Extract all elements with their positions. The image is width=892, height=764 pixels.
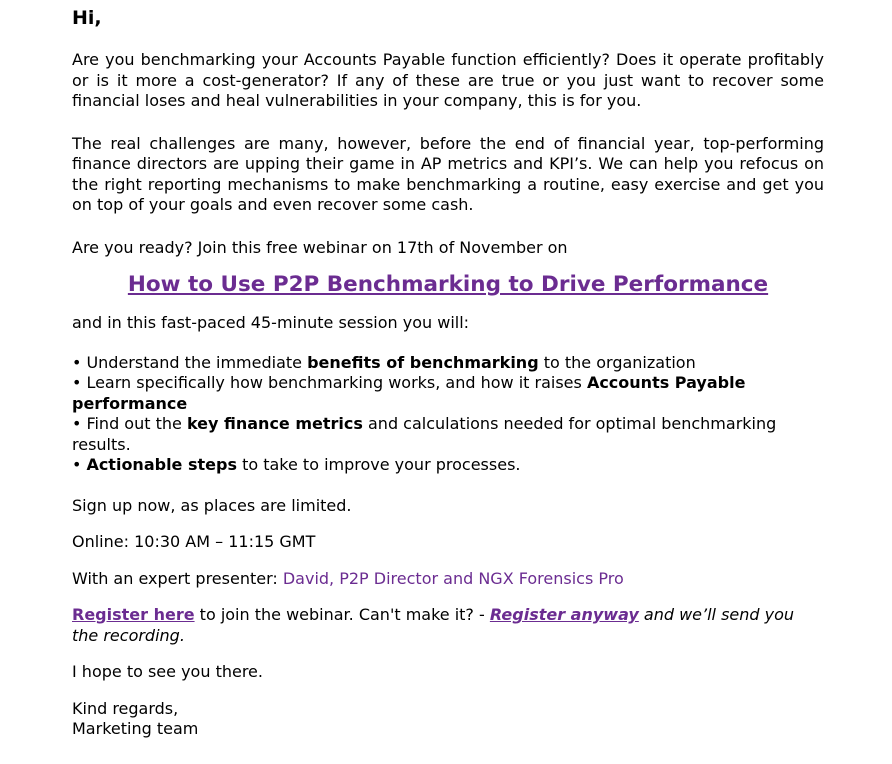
bullet-text: and calculations needed for optimal benchmarking results. bbox=[72, 414, 777, 454]
bullet-text: Understand the immediate bbox=[86, 352, 308, 372]
signup-paragraph: Sign up now, as places are limited. bbox=[72, 495, 352, 515]
ready-paragraph: Are you ready? Join this free webinar on 17th of November on bbox=[72, 237, 568, 257]
bullet-text: to take to improve your processes. bbox=[236, 455, 521, 474]
presenter-label: With an expert presenter: bbox=[72, 568, 283, 588]
email-body bbox=[72, 6, 824, 740]
bullet-icon: • bbox=[72, 352, 82, 372]
benefits-list bbox=[72, 353, 824, 476]
register-middle-text: to join the webinar. Can't make it? - bbox=[194, 605, 490, 624]
list-item bbox=[72, 373, 824, 414]
greeting: Hi, bbox=[72, 7, 102, 29]
list-item bbox=[72, 353, 824, 374]
register-here-link[interactable]: Register here bbox=[72, 605, 195, 624]
webinar-title bbox=[72, 272, 824, 298]
list-item bbox=[72, 414, 824, 455]
bullet-icon: • bbox=[72, 455, 82, 474]
bullet-icon: • bbox=[72, 414, 82, 433]
presenter-name: David, P2P Director and NGX Forensics Pro bbox=[282, 568, 624, 588]
regards: Kind regards, bbox=[72, 698, 179, 718]
closing-line: I hope to see you there. bbox=[72, 662, 263, 681]
session-intro: and in this fast-paced 45-minute session you will: bbox=[72, 313, 470, 332]
list-item bbox=[72, 455, 824, 476]
webinar-title-link[interactable]: How to Use P2P Benchmarking to Drive Performance bbox=[127, 272, 769, 297]
register-paragraph bbox=[72, 605, 824, 646]
online-time: Online: 10:30 AM – 11:15 GMT bbox=[72, 532, 316, 551]
bullet-text: Find out the bbox=[86, 414, 187, 433]
presenter-paragraph bbox=[72, 569, 824, 590]
bullet-bold: key finance metrics bbox=[186, 414, 363, 433]
bullet-text: Learn specifically how benchmarking works, and how it raises bbox=[86, 373, 587, 392]
bullet-bold: Accounts Payable performance bbox=[72, 373, 746, 413]
intro-paragraph: Are you benchmarking your Accounts Payable function efficiently? Does it operate profitably or is it more a cost-generator? If any of these are true or you just want to recover some financial loses and heal vulnerabilities in your company, this is for you. bbox=[72, 50, 824, 110]
challenges-paragraph: The real challenges are many, however, before the end of financial year, top-performing finance directors are upping their game in AP metrics and KPI’s. We can help you refocus on the right reporting mechanisms to make benchmarking a routine, easy exercise and get you on top of your goals and even recover some cash. bbox=[72, 133, 824, 214]
bullet-text: to the organization bbox=[538, 352, 696, 372]
bullet-bold: Actionable steps bbox=[86, 455, 237, 474]
register-tail-text: and we’ll send you the recording. bbox=[72, 605, 795, 645]
bullet-icon: • bbox=[72, 373, 82, 392]
register-anyway-link[interactable]: Register anyway bbox=[489, 605, 639, 624]
bullet-bold: benefits of benchmarking bbox=[307, 352, 539, 372]
signature: Marketing team bbox=[72, 719, 199, 738]
